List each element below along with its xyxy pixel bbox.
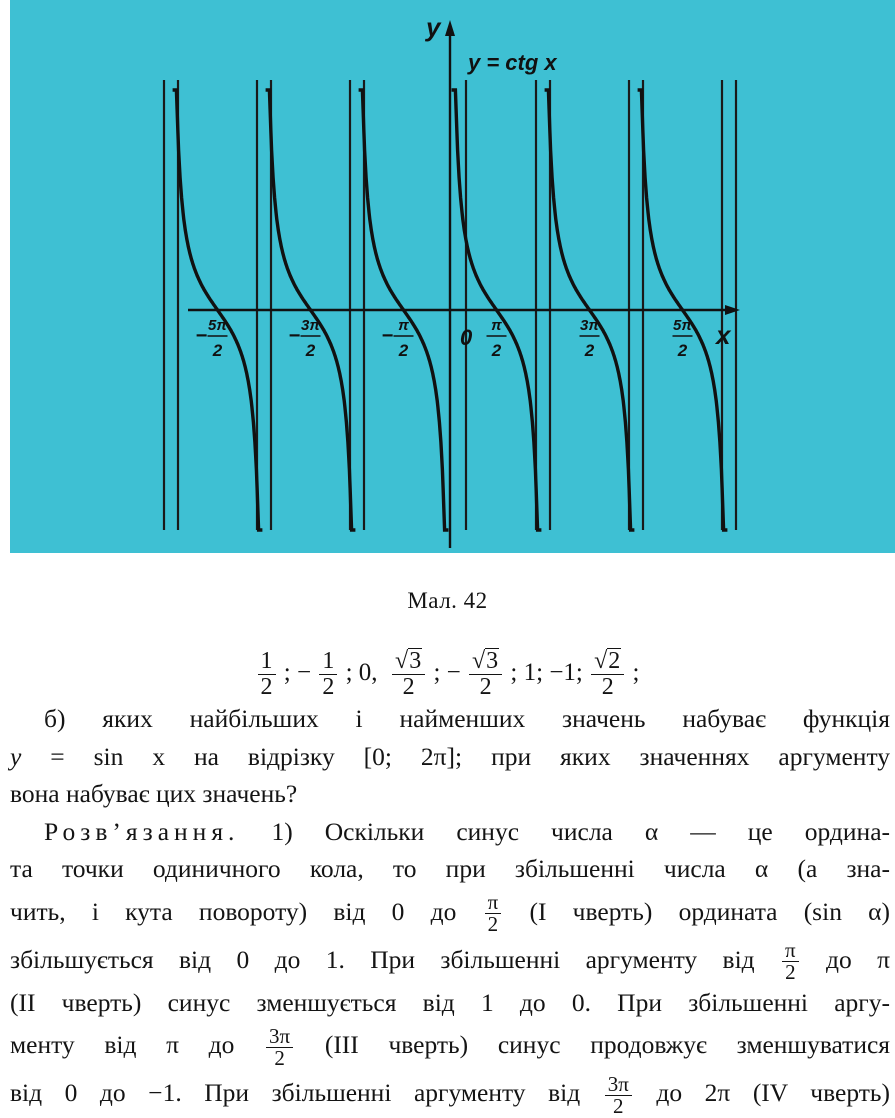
solution-line-3a: чить, і кута повороту) від 0 до [10,896,457,926]
fraction-one-half [258,649,276,700]
question-b-line-2 [10,738,890,776]
y-axis-arrow [445,20,455,36]
cotangent-graph-figure [10,0,895,553]
tick-numerator: 5π [207,317,228,334]
tick-numerator: 3π [300,317,321,334]
origin-label: 0 [460,325,473,350]
fraction-pi-over-2 [485,892,502,935]
tick-numerator: 3π [579,317,600,334]
x-tick-label [673,317,693,360]
fraction-sqrt3-over-2: √ 3 2 [392,648,425,700]
fraction-minus-sqrt3-over-2: √ 3 2 [469,648,502,700]
solution-line-6b: (III чверть) синус продовжує зменшуватися [324,1030,891,1059]
value-minus-one: −1; [549,658,583,686]
x-axis-label: x [716,320,731,350]
x-axis-arrow [725,305,740,315]
fraction-denominator: 2 [402,674,415,701]
tick-denominator: 2 [305,341,316,360]
fraction-denominator: 2 [260,673,273,700]
fraction-numerator: 3π [605,1074,632,1096]
solution-line-1 [10,813,890,851]
tick-denominator: 2 [398,341,409,360]
solution-line-3b: (I чверть) ордината (sin α) [529,896,891,926]
fraction-numerator: 3π [266,1026,293,1048]
value-zero: 0, [358,658,378,686]
radicand: 3 [409,648,422,674]
tick-numerator: π [398,317,409,334]
tick-denominator: 2 [584,341,595,360]
solution-line-7b: до 2π (IV чверть) [656,1078,891,1107]
radicand: 2 [608,648,621,674]
tick-denominator: 2 [677,341,688,360]
question-b-line-2-text: = sin x на відрізку [0; 2π]; при яких значеннях аргументу [50,741,890,771]
fraction-sqrt2-over-2: √ 2 2 [591,648,624,700]
tick-denominator: 2 [491,341,502,360]
fraction-denominator: 2 [785,960,796,985]
tick-numerator: π [491,317,502,334]
solution-line-4a: збільшується від 0 до 1. При збільшенні аргументу від [10,944,755,974]
solution-line-4b: до π [826,944,890,974]
tick-sign: − [195,325,208,347]
fraction-3pi-over-2 [266,1023,293,1070]
fraction-numerator: 1 [319,649,337,675]
fraction-denominator: 2 [322,673,335,700]
fraction-pi-over-2 [782,940,799,983]
fraction-numerator: π [485,892,502,914]
solution-line-1-text: 1) Оскільки синус числа α — це ордина- [271,816,891,846]
fraction-denominator: 2 [487,912,499,937]
y-axis-label: y [426,12,441,42]
solution-line-7 [10,1069,890,1117]
solution-line-4 [10,936,890,984]
solution-line-3 [10,888,890,936]
cotangent-graph [10,0,895,553]
value-one: 1; [523,658,544,686]
solution-line-7a: від 0 до −1. При збільшенні аргументу від [10,1078,581,1107]
solution-line-2: та точки одиничного кола, то при збільшенні числа α (а зна- [10,854,890,883]
tick-denominator: 2 [212,341,223,360]
fraction-denominator: 2 [274,1045,285,1070]
solution-line-5: (II чверть) синус зменшується від 1 до 0. При збільшенні аргу- [10,987,890,1017]
x-tick-label [289,317,321,360]
fraction-3pi-over-2 [605,1071,632,1118]
solution-text [10,700,890,1117]
radicand: 3 [486,648,499,674]
solution-heading: Розв’язання. [44,816,240,846]
tick-numerator: 5π [672,317,693,334]
question-b-line-1: б) яких найбільших і найменших значень набуває функція [44,704,890,733]
tick-sign: − [288,325,301,347]
fraction-denominator: 2 [601,674,614,701]
question-b-line-3: вона набуває цих значень? [10,779,298,808]
function-label: y = ctg x [468,50,557,75]
solution-line-6a: менту від π до [10,1030,235,1059]
figure-caption: Мал. 42 [407,588,488,613]
x-tick-label [487,317,507,360]
fraction-denominator: 2 [479,674,492,701]
var-y: y [10,741,22,771]
fraction-numerator: π [782,940,799,962]
fraction-denominator: 2 [613,1093,624,1118]
solution-line-6 [10,1021,890,1069]
fraction-numerator: 1 [258,649,276,675]
tick-sign: − [381,325,394,347]
x-tick-label [196,317,228,360]
x-tick-label [580,317,600,360]
x-tick-label [382,317,414,360]
answer-values-row: $\frac{1}{2}$ ; − $\frac{1}{2}$ ; 0, √ 3 2 ; − √ 3 2 ; 1; −1; √ 2 2 ; [0,648,895,700]
fraction-minus-one-half [319,649,337,700]
